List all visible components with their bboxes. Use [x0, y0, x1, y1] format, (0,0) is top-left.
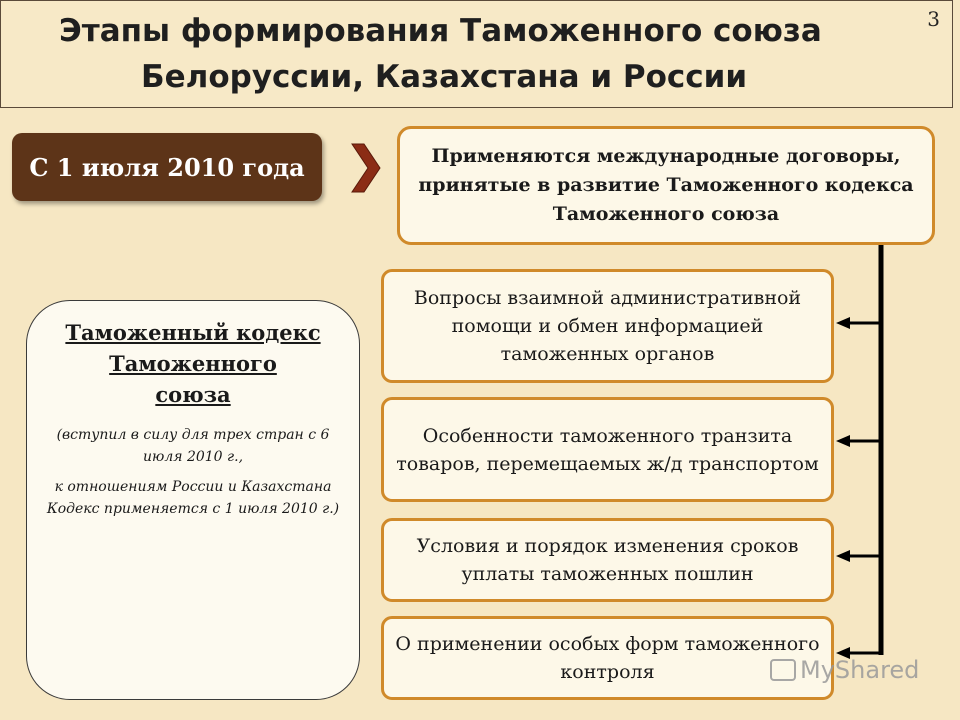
intro-box: Применяются международные договоры, принятые в развитие Таможенного кодекса Таможенного союза	[397, 126, 935, 245]
arrow-left-icon	[836, 435, 881, 447]
customs-code-title-line: Таможенного	[109, 351, 277, 376]
topic-box: Вопросы взаимной административной помощи и обмен информацией таможенных органов	[381, 269, 834, 383]
watermark-icon	[770, 659, 796, 681]
slide-title-line1: Этапы формирования Таможенного союза	[59, 13, 822, 49]
arrow-left-icon	[836, 317, 881, 329]
date-box: С 1 июля 2010 года	[12, 133, 322, 201]
topic-box: О применении особых форм таможенного контроля	[381, 616, 834, 700]
customs-code-title-line: союза	[155, 382, 231, 407]
customs-code-title-line: Таможенный кодекс	[65, 320, 321, 345]
watermark-text: MyShared	[800, 656, 920, 684]
slide-title-line2: Белоруссии, Казахстана и России	[141, 59, 748, 95]
customs-code-note: к отношениям России и Казахстана Кодекс применяется с 1 июля 2010 г.)	[46, 479, 340, 517]
topic-box: Условия и порядок изменения сроков уплаты таможенных пошлин	[381, 518, 834, 602]
watermark	[770, 656, 919, 684]
customs-code-note: (вступил в силу для трех стран с 6 июля 2010 г.,	[56, 427, 330, 465]
arrow-left-icon	[836, 550, 881, 562]
topic-box: Особенности таможенного транзита товаров, перемещаемых ж/д транспортом	[381, 397, 834, 502]
slide-number: 3	[927, 7, 940, 31]
